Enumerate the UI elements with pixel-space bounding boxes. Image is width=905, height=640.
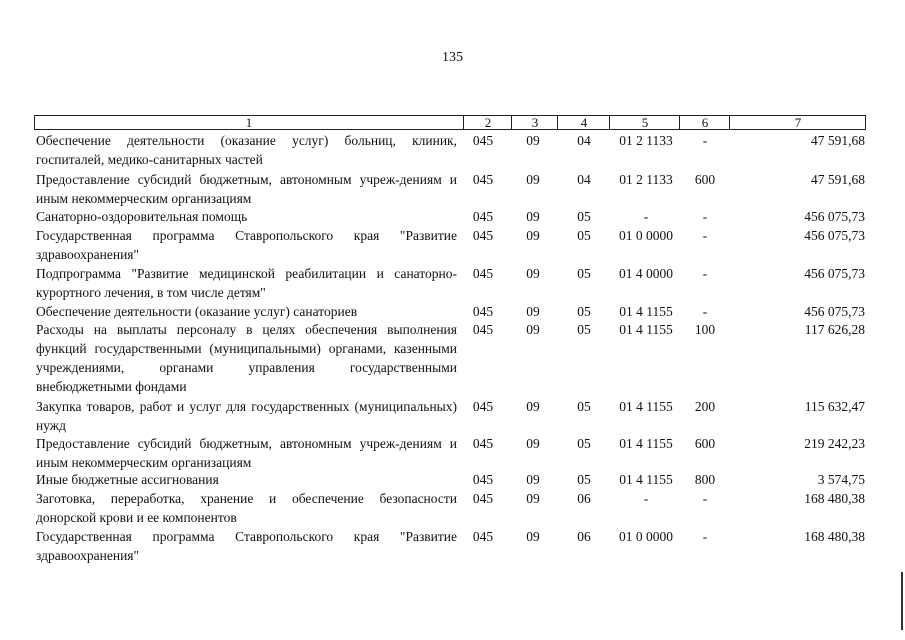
row-name: Предоставление субсидий бюджетным, автономным учреж-дениям и иным некоммерческим организациям bbox=[36, 436, 457, 470]
row-expense-type: - bbox=[702, 228, 708, 243]
row-section-code: 09 bbox=[526, 529, 540, 544]
row-section-code: 09 bbox=[526, 472, 540, 487]
row-ministry-code: 045 bbox=[472, 133, 494, 148]
row-ministry-code: 045 bbox=[472, 172, 494, 187]
row-ministry-code: 045 bbox=[472, 399, 494, 414]
row-ministry-code: 045 bbox=[472, 304, 494, 319]
row-section-code: 09 bbox=[526, 266, 540, 281]
header-col-7: 7 bbox=[729, 116, 866, 129]
row-amount: 117 626,28 bbox=[804, 322, 865, 337]
row-subsection-code: 05 bbox=[577, 228, 591, 243]
header-col-2: 2 bbox=[463, 116, 512, 129]
row-name: Обеспечение деятельности (оказание услуг) больниц, клиник, госпиталей, медико-санитарных частей bbox=[36, 133, 457, 167]
row-expense-type: - bbox=[702, 491, 708, 506]
header-col-5: 5 bbox=[609, 116, 680, 129]
row-ministry-code: 045 bbox=[472, 322, 494, 337]
row-target-code: 01 4 1155 bbox=[619, 399, 673, 414]
row-section-code: 09 bbox=[526, 491, 540, 506]
row-target-code: 01 2 1133 bbox=[619, 133, 673, 148]
row-subsection-code: 06 bbox=[577, 529, 591, 544]
row-name: Государственная программа Ставропольского края "Развитие здравоохранения" bbox=[36, 529, 457, 563]
row-name: Закупка товаров, работ и услуг для государственных (муниципальных) нужд bbox=[36, 399, 457, 433]
row-ministry-code: 045 bbox=[472, 436, 494, 451]
row-name: Обеспечение деятельности (оказание услуг) санаториев bbox=[36, 304, 358, 319]
row-target-code: 01 2 1133 bbox=[619, 172, 673, 187]
row-target-code: 01 4 0000 bbox=[619, 266, 673, 281]
row-name: Иные бюджетные ассигнования bbox=[36, 472, 219, 487]
row-amount: 47 591,68 bbox=[811, 172, 865, 187]
row-subsection-code: 05 bbox=[577, 399, 591, 414]
row-amount: 47 591,68 bbox=[811, 133, 865, 148]
row-ministry-code: 045 bbox=[472, 266, 494, 281]
row-target-code: 01 4 1155 bbox=[619, 304, 673, 319]
row-expense-type: 600 bbox=[694, 172, 716, 187]
row-section-code: 09 bbox=[526, 133, 540, 148]
row-expense-type: - bbox=[702, 529, 708, 544]
row-expense-type: 200 bbox=[694, 399, 716, 414]
row-section-code: 09 bbox=[526, 436, 540, 451]
row-expense-type: 100 bbox=[694, 322, 716, 337]
row-subsection-code: 05 bbox=[577, 436, 591, 451]
row-ministry-code: 045 bbox=[472, 529, 494, 544]
row-subsection-code: 05 bbox=[577, 209, 591, 224]
row-amount: 3 574,75 bbox=[817, 472, 865, 487]
header-col-6: 6 bbox=[679, 116, 730, 129]
row-ministry-code: 045 bbox=[472, 228, 494, 243]
row-expense-type: - bbox=[702, 304, 708, 319]
row-section-code: 09 bbox=[526, 172, 540, 187]
scan-margin-line bbox=[901, 572, 903, 630]
row-expense-type: 600 bbox=[694, 436, 716, 451]
row-ministry-code: 045 bbox=[472, 209, 494, 224]
row-subsection-code: 04 bbox=[577, 133, 591, 148]
row-expense-type: 800 bbox=[694, 472, 716, 487]
row-amount: 219 242,23 bbox=[804, 436, 865, 451]
row-target-code: 01 4 1155 bbox=[619, 472, 673, 487]
row-expense-type: - bbox=[702, 209, 708, 224]
row-subsection-code: 05 bbox=[577, 322, 591, 337]
row-section-code: 09 bbox=[526, 304, 540, 319]
row-name: Расходы на выплаты персоналу в целях обеспечения выполнения функций государственными (муниципальными) органами, казенными учреждениями, органами управления государственными внебюджетными фондами bbox=[36, 322, 457, 394]
row-target-code: 01 0 0000 bbox=[619, 228, 673, 243]
row-subsection-code: 06 bbox=[577, 491, 591, 506]
row-section-code: 09 bbox=[526, 399, 540, 414]
row-amount: 456 075,73 bbox=[804, 228, 865, 243]
row-name: Подпрограмма "Развитие медицинской реабилитации и санаторно-курортного лечения, в том числе детям" bbox=[36, 266, 457, 300]
row-target-code: - bbox=[643, 491, 649, 506]
row-section-code: 09 bbox=[526, 209, 540, 224]
row-name: Заготовка, переработка, хранение и обеспечение безопасности донорской крови и ее компонентов bbox=[36, 491, 457, 525]
row-target-code: 01 4 1155 bbox=[619, 322, 673, 337]
row-subsection-code: 05 bbox=[577, 266, 591, 281]
header-col-1: 1 bbox=[245, 115, 253, 130]
row-amount: 456 075,73 bbox=[804, 304, 865, 319]
row-name: Государственная программа Ставропольского края "Развитие здравоохранения" bbox=[36, 228, 457, 262]
row-subsection-code: 05 bbox=[577, 472, 591, 487]
row-target-code: 01 0 0000 bbox=[619, 529, 673, 544]
page-number: 135 bbox=[442, 50, 463, 65]
row-name: Предоставление субсидий бюджетным, автономным учреж-дениям и иным некоммерческим организациям bbox=[36, 172, 457, 206]
row-amount: 168 480,38 bbox=[804, 529, 865, 544]
row-section-code: 09 bbox=[526, 322, 540, 337]
row-target-code: 01 4 1155 bbox=[619, 436, 673, 451]
row-target-code: - bbox=[643, 209, 649, 224]
row-ministry-code: 045 bbox=[472, 472, 494, 487]
row-expense-type: - bbox=[702, 133, 708, 148]
row-amount: 456 075,73 bbox=[804, 209, 865, 224]
row-amount: 168 480,38 bbox=[804, 491, 865, 506]
row-amount: 456 075,73 bbox=[804, 266, 865, 281]
table-header bbox=[34, 115, 866, 130]
row-expense-type: - bbox=[702, 266, 708, 281]
row-subsection-code: 05 bbox=[577, 304, 591, 319]
header-col-3: 3 bbox=[511, 116, 558, 129]
row-amount: 115 632,47 bbox=[804, 399, 865, 414]
row-ministry-code: 045 bbox=[472, 491, 494, 506]
header-col-4: 4 bbox=[557, 116, 610, 129]
row-section-code: 09 bbox=[526, 228, 540, 243]
row-name: Санаторно-оздоровительная помощь bbox=[36, 209, 248, 224]
row-subsection-code: 04 bbox=[577, 172, 591, 187]
